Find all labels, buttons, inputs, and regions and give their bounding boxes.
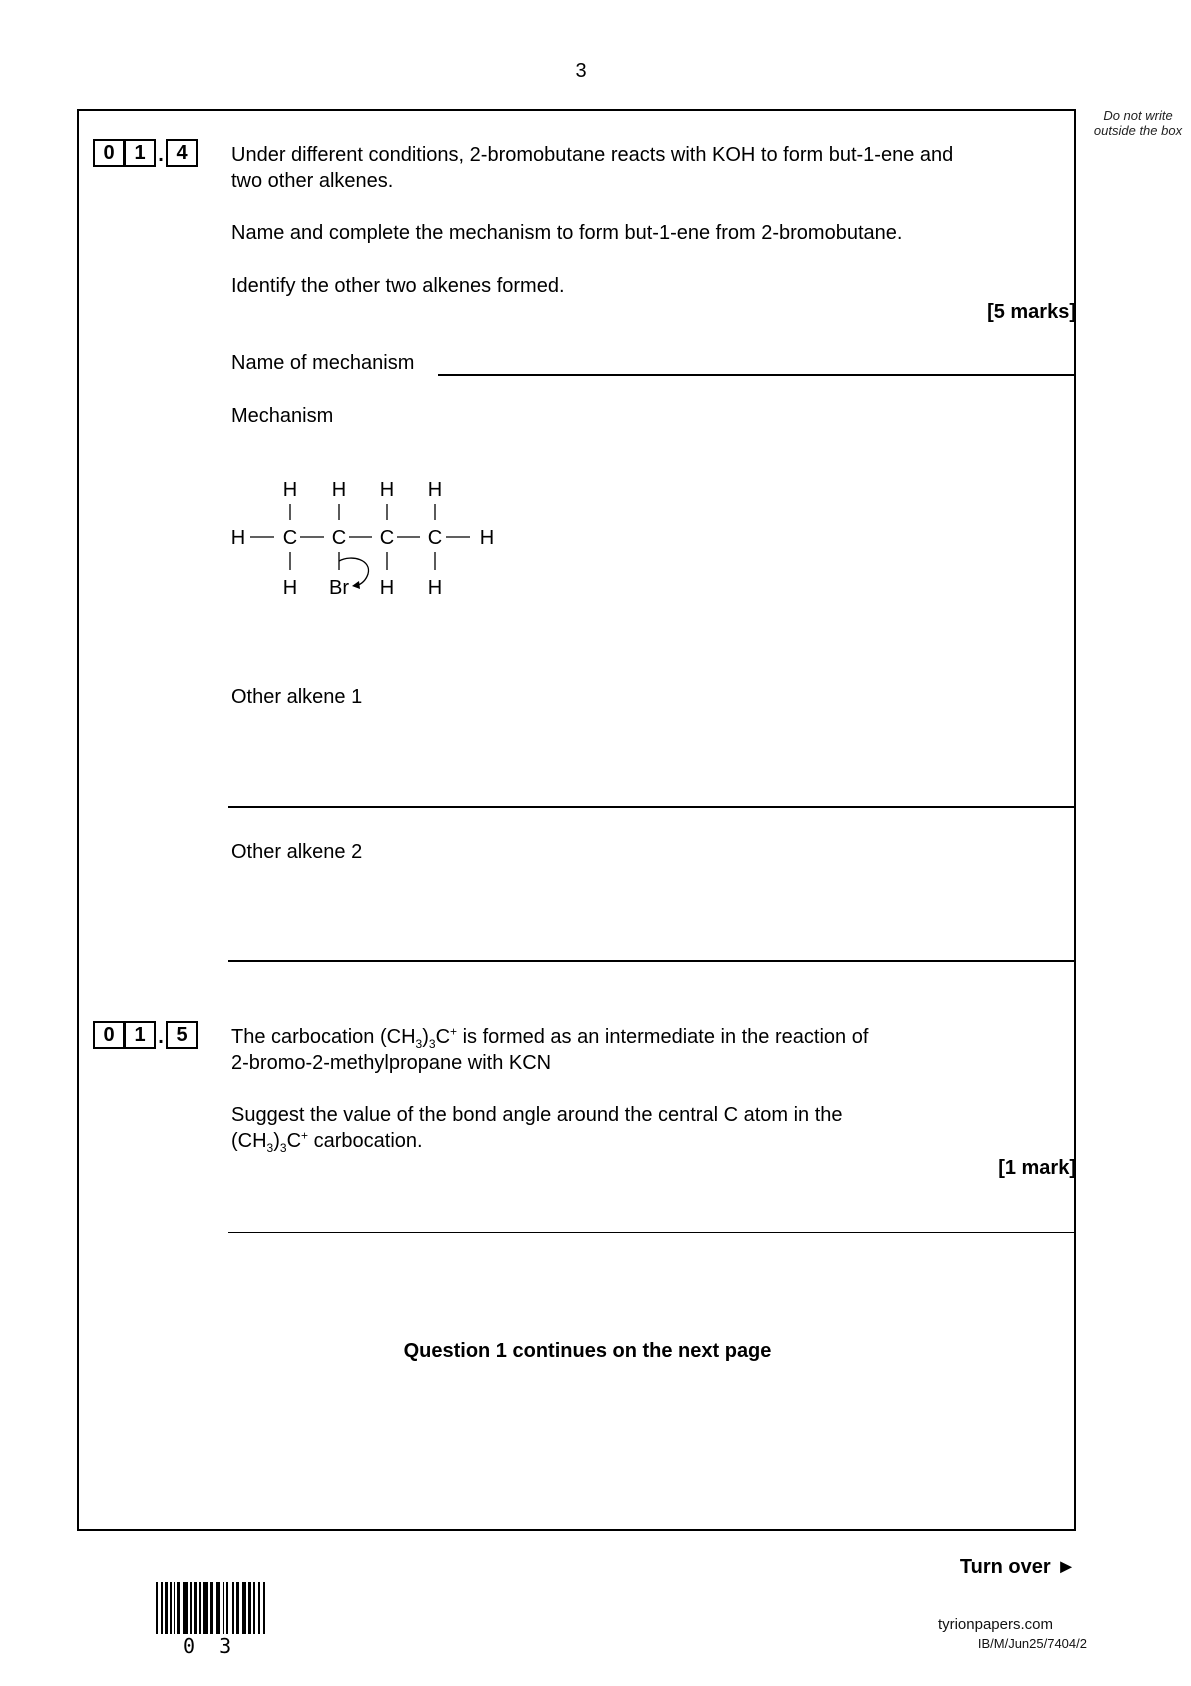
page-number: 3 (575, 60, 587, 82)
question-number-01-5 (93, 1022, 198, 1048)
barcode-icon (156, 1582, 266, 1634)
svg-text:H: H (230, 527, 246, 549)
bond-angle-answer-area[interactable] (231, 1190, 1076, 1230)
svg-text:H: H (379, 577, 395, 599)
question-instruction: $(CH_3)_3C^+$ carbocation. (231, 1128, 423, 1155)
footer-site: tyrionpapers.com (937, 1616, 1053, 1633)
other-alkene-2-answer-area[interactable] (231, 870, 1076, 958)
question-text-line: 2-bromo-2-methylpropane with KCN (231, 1052, 552, 1074)
margin-note: Do not write outside the box (1093, 108, 1183, 138)
question-instruction: Identify the other two alkenes formed. (231, 275, 565, 297)
svg-text:C: C (282, 527, 298, 549)
svg-text:H: H (427, 479, 443, 501)
other-alkene-1-answer-line (228, 806, 1076, 808)
svg-text:H: H (379, 479, 395, 501)
other-alkene-1-answer-area[interactable] (231, 715, 1076, 803)
marks-label: [1 mark] (998, 1157, 1076, 1179)
svg-text:C: C (427, 527, 443, 549)
question-digit: 5 (166, 1021, 198, 1049)
other-alkene-2-label: Other alkene 2 (231, 841, 363, 863)
question-dot: . (158, 1026, 164, 1048)
svg-text:Br: Br (329, 577, 349, 599)
question-digit: 0 (93, 139, 125, 167)
molecule-2-bromobutane[interactable] (222, 468, 502, 608)
answer-frame (77, 109, 1076, 1531)
footer-code: IB/M/Jun25/7404/2 (977, 1636, 1087, 1651)
question-instruction: Name and complete the mechanism to form but-1-ene from 2-bromobutane. (231, 222, 903, 244)
mechanism-label: Mechanism (231, 405, 334, 427)
question-digit: 1 (125, 139, 156, 167)
question-digit: 0 (93, 1021, 125, 1049)
other-alkene-1-label: Other alkene 1 (231, 686, 363, 708)
question-text-line: Under different conditions, 2-bromobutane reacts with KOH to form but-1-ene and (231, 144, 954, 166)
barcode-digits: 0 3 (183, 1634, 238, 1658)
question-digit: 4 (166, 139, 198, 167)
question-digit: 1 (125, 1021, 156, 1049)
continues-note: Question 1 continues on the next page (403, 1340, 772, 1362)
question-instruction: Suggest the value of the bond angle around the central C atom in the (231, 1104, 843, 1126)
svg-text:H: H (479, 527, 495, 549)
mechanism-name-answer-line (438, 374, 1076, 376)
question-text-line: two other alkenes. (231, 170, 394, 192)
question-dot: . (158, 144, 164, 166)
svg-text:C: C (331, 527, 347, 549)
marks-label: [5 marks] (987, 301, 1076, 323)
svg-text:H: H (282, 479, 298, 501)
other-alkene-2-answer-line (228, 960, 1076, 962)
bond-angle-answer-line (228, 1232, 1076, 1233)
mechanism-name-label: Name of mechanism (231, 352, 415, 374)
turn-over-label: Turn over ► (959, 1556, 1076, 1578)
svg-text:H: H (331, 479, 347, 501)
question-number-01-4 (93, 140, 198, 166)
svg-text:H: H (427, 577, 443, 599)
svg-text:H: H (282, 577, 298, 599)
svg-text:C: C (379, 527, 395, 549)
question-text-line: The carbocation $(CH_3)_3C^+$ is formed as an intermediate in the reaction of (231, 1024, 869, 1051)
mechanism-name-input[interactable] (440, 349, 1076, 373)
